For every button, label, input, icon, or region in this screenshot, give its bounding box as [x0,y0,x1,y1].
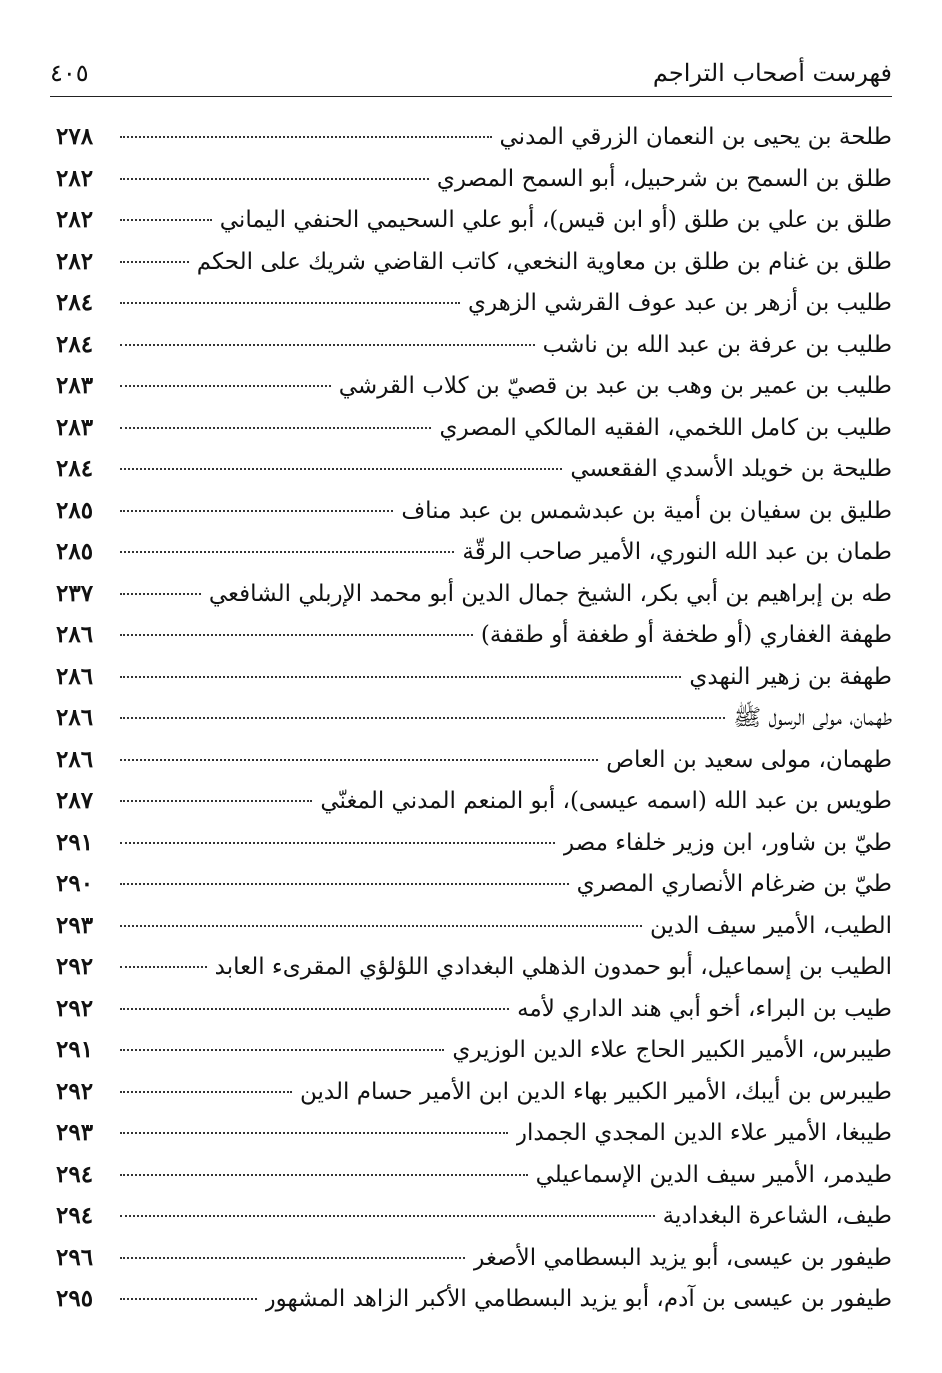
index-entry [56,1154,892,1196]
entry-name: طهفة الغفاري (أو طخفة أو طغفة أو طقفة) [480,622,892,648]
entry-name: طيبرس بن أيبك، الأمير الكبير بهاء الدين ابن الأمير حسام الدين [300,1078,892,1105]
header-divider [50,96,892,97]
entry-page-number: ٢٩٢ [56,1077,94,1105]
index-entry [56,1112,892,1154]
dot-leader [120,634,473,636]
entry-page-number: ٢٨٦ [56,621,94,648]
dot-leader [120,468,562,470]
entry-name: طلق بن علي بن طلق (أو ابن قيس)، أبو علي السحيمي الحنفي اليماني [219,207,892,233]
entry-name: طيّ بن شاور، ابن وزير خلفاء مصر [562,829,892,856]
index-entry [56,199,892,241]
dot-leader [120,136,492,138]
index-entry [56,365,892,407]
biography-index-list [56,116,892,1320]
index-entry [56,863,892,905]
index-entry [56,1029,892,1071]
dot-leader [120,385,331,387]
index-entry [56,1237,892,1279]
index-entry [56,697,892,739]
entry-page-number: ٢٨٦ [56,662,94,690]
index-entry [56,448,892,490]
index-entry [56,1071,892,1113]
entry-name: طه بن إبراهيم بن أبي بكر، الشيخ جمال الدين أبو محمد الإربلي الشافعي [208,580,892,607]
dot-leader [120,676,681,678]
entry-name: طليب بن عمير بن وهب بن عبد بن قصيّ بن كلاب القرشي [338,373,892,399]
index-entry [56,1195,892,1237]
entry-name: الطيب بن إسماعيل، أبو حمدون الذهلي البغدادي اللؤلؤي المقرىء العابد [214,954,892,980]
dot-leader [120,1174,528,1176]
dot-leader [120,1008,509,1010]
entry-page-number: ٢٨٦ [56,704,94,731]
index-entry [56,656,892,698]
entry-page-number: ٢٩٢ [56,994,94,1022]
entry-name: طهفة بن زهير النهدي [689,663,892,690]
index-entry [56,407,892,449]
index-entry [56,531,892,573]
dot-leader [120,510,393,512]
index-entry [56,282,892,324]
entry-name: طلق بن غنام بن طلق بن معاوية النخعي، كاتب القاضي شريك على الحكم [196,248,892,275]
dot-leader [120,302,460,304]
entry-page-number: ٢٩٢ [56,953,94,980]
dot-leader [120,842,555,844]
entry-page-number: ٢٩٤ [56,1202,94,1229]
entry-name: طليب بن عرفة بن عبد الله بن ناشب [542,331,892,358]
entry-page-number: ٢٨٦ [56,745,94,773]
dot-leader [120,883,569,885]
entry-page-number: ٢٩٤ [56,1160,94,1188]
page-number: ٤٠٥ [50,59,89,87]
entry-name: طيبرس، الأمير الكبير الحاج علاء الدين الوزيري [452,1037,892,1063]
entry-page-number: ٢٨٧ [56,787,94,814]
entry-page-number: ٢٨٥ [56,496,94,524]
dot-leader [120,178,429,180]
index-entry [56,241,892,283]
entry-name: طويس بن عبد الله (اسمه عيسى)، أبو المنعم المدني المغنّي [320,788,892,814]
dot-leader [120,1215,655,1217]
entry-page-number: ٢٨٤ [56,330,94,358]
dot-leader [120,344,535,346]
entry-page-number: ٢٨٤ [56,455,94,482]
index-entry [56,946,892,988]
index-entry [56,780,892,822]
entry-name: الطيب، الأمير سيف الدين [649,912,892,939]
dot-leader [120,1091,292,1093]
index-entry [56,739,892,781]
dot-leader [120,261,189,263]
entry-page-number: ٢٨٣ [56,372,94,399]
entry-page-number: ٢٧٨ [56,123,94,150]
entry-name: طليحة بن خويلد الأسدي الفقعسي [570,456,892,482]
index-entry [56,324,892,366]
entry-name: طيف، الشاعرة البغدادية [662,1203,892,1229]
entry-name: طهمان، مولى سعيد بن العاص [606,746,892,773]
entry-name: طهمان، مولى الرسول ﷺ [733,705,892,731]
entry-page-number: ٢٩٠ [56,870,94,897]
dot-leader [120,219,212,221]
entry-name: طيفور بن عيسى، أبو يزيد البسطامي الأصغر [473,1244,892,1271]
dot-leader [120,427,431,429]
entry-name: طيفور بن عيسى بن آدم، أبو يزيد البسطامي الأكبر الزاهد المشهور [264,1286,892,1312]
entry-name: طيدمر، الأمير سيف الدين الإسماعيلي [535,1161,892,1188]
entry-name: طلق بن السمح بن شرحبيل، أبو السمح المصري [436,165,892,192]
page-header [50,50,892,94]
entry-page-number: ٢٩٣ [56,911,94,939]
entry-name: طيّ بن ضرغام الأنصاري المصري [576,871,892,897]
dot-leader [120,1298,257,1300]
dot-leader [120,551,454,553]
index-entry [56,158,892,200]
entry-name: طليب بن كامل اللخمي، الفقيه المالكي المصري [439,414,892,441]
index-entry [56,614,892,656]
entry-name: طيب بن البراء، أخو أبي هند الداري لأمه [517,995,892,1022]
entry-page-number: ٢٩٥ [56,1285,94,1312]
dot-leader [120,966,207,968]
running-title: فهرست أصحاب التراجم [652,59,892,87]
dot-leader [120,759,598,761]
entry-page-number: ٢٩١ [56,1036,94,1063]
dot-leader [120,1132,508,1134]
index-entry [56,988,892,1030]
entry-name: طليب بن أزهر بن عبد عوف القرشي الزهري [467,290,892,316]
entry-page-number: ٢٨٣ [56,413,94,441]
entry-page-number: ٢٩٣ [56,1119,94,1146]
entry-page-number: ٢٩١ [56,828,94,856]
index-entry [56,116,892,158]
dot-leader [120,925,642,927]
dot-leader [120,1257,465,1259]
dot-leader [120,1049,444,1051]
dot-leader [120,593,201,595]
entry-page-number: ٢٨٢ [56,164,94,192]
dot-leader [120,717,725,719]
entry-page-number: ٢٣٧ [56,579,94,607]
entry-page-number: ٢٨٤ [56,289,94,316]
entry-page-number: ٢٩٦ [56,1243,94,1271]
index-entry [56,490,892,532]
index-entry [56,822,892,864]
entry-name: طلحة بن يحيى بن النعمان الزرقي المدني [499,124,892,150]
index-entry [56,573,892,615]
entry-page-number: ٢٨٢ [56,206,94,233]
dot-leader [120,800,312,802]
index-entry [56,1278,892,1320]
entry-name: طيبغا، الأمير علاء الدين المجدي الجمدار [515,1120,892,1146]
entry-name: طمان بن عبد الله النوري، الأمير صاحب الرقّة [462,539,892,565]
entry-page-number: ٢٨٢ [56,247,94,275]
entry-name: طليق بن سفيان بن أمية بن عبدشمس بن عبد مناف [401,497,892,524]
index-entry [56,905,892,947]
entry-page-number: ٢٨٥ [56,538,94,565]
